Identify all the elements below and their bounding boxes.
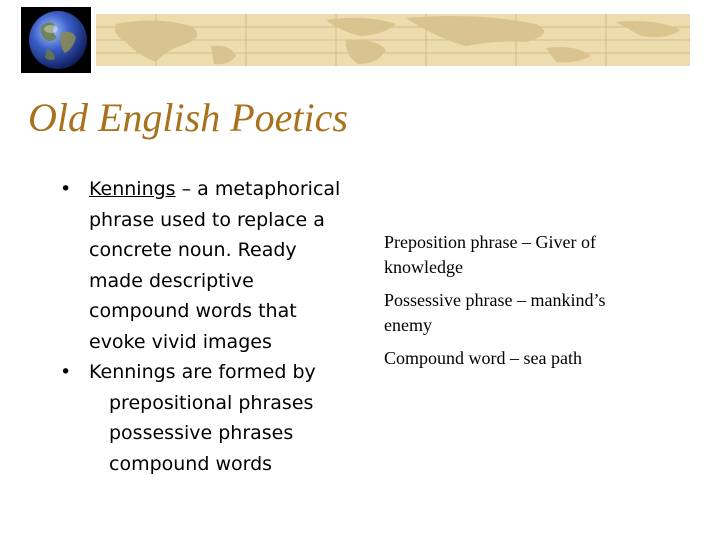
bullet-kennings-definition <box>60 174 360 357</box>
slide-title: Old English Poetics <box>28 95 348 140</box>
kennings-term: Kennings <box>89 178 176 200</box>
bullet-dot: • <box>60 361 72 383</box>
example-line: Compound word – sea path <box>384 348 582 368</box>
definition-line-3: concrete noun. Ready <box>89 239 297 261</box>
definition-line-4: made descriptive <box>89 269 254 292</box>
example-preposition <box>384 230 694 279</box>
formed-by-line: Kennings are formed by <box>89 361 316 383</box>
example-possessive <box>384 288 694 337</box>
definition-line-1: Kennings – a metaphorical <box>89 178 341 200</box>
example-line: knowledge <box>384 256 463 277</box>
definition-line-5: compound words that <box>89 300 297 322</box>
sub-item-possessive: possessive phrases <box>109 422 294 444</box>
kenning-examples <box>384 230 694 380</box>
bullet-dot: • <box>60 178 72 200</box>
sub-item-prepositional: prepositional phrases <box>109 391 314 414</box>
sub-item-compound: compound words <box>109 452 273 475</box>
kennings-bullet-list <box>60 174 360 479</box>
globe-icon <box>21 7 91 73</box>
example-line: Possessive phrase – mankind’s <box>384 290 606 310</box>
definition-line-2: phrase used to replace a <box>89 208 325 231</box>
bullet-kennings-formed-by <box>60 357 360 388</box>
world-map-banner <box>96 14 690 66</box>
definition-line-6: evoke vivid images <box>89 330 272 353</box>
example-line: enemy <box>384 314 432 335</box>
example-compound <box>384 346 694 371</box>
example-line: Preposition phrase – Giver of <box>384 232 596 252</box>
